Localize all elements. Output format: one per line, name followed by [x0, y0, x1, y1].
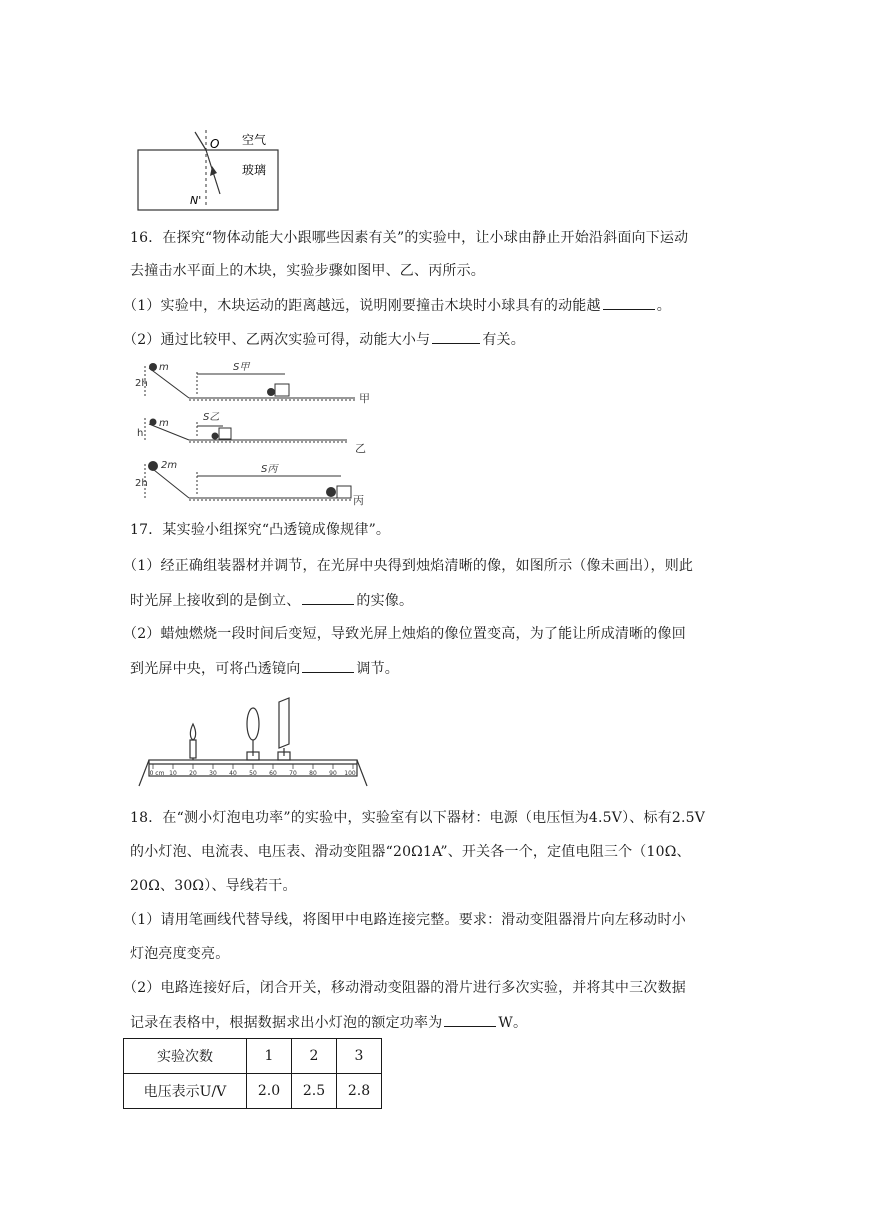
q17-part2-line2 — [130, 658, 399, 679]
q16-part1-end: 。 — [656, 298, 671, 314]
tick-0: 0 cm — [149, 770, 165, 777]
q16-stem-line2: 去撞击水平面上的木块，实验步骤如图甲、乙、丙所示。 — [130, 263, 485, 279]
table-cell: 2.5 — [292, 1074, 337, 1109]
row1-distance: S甲 — [233, 362, 250, 373]
q17-part1-end: 的实像。 — [356, 593, 414, 609]
tick-10: 10 — [169, 770, 177, 777]
tick-40: 40 — [229, 770, 237, 777]
q17-part1-blank[interactable] — [302, 590, 354, 605]
optical-bench-figure — [133, 690, 373, 790]
q17-part1-line1: （1）经正确组装器材并调节，在光屏中央得到烛焰清晰的像，如图所示（像未画出），则此 — [123, 558, 694, 574]
row2-tag: 乙 — [355, 442, 366, 455]
q16-part1-text: （1）实验中，木块运动的距离越远，说明刚要撞击木块时小球具有的动能越 — [123, 298, 601, 314]
q16-part1-blank[interactable] — [603, 295, 655, 310]
q18-part2-blank[interactable] — [444, 1012, 496, 1027]
row1-tag: 甲 — [359, 392, 370, 405]
row3-distance: S丙 — [261, 464, 278, 475]
row3-height: 2h — [135, 478, 148, 489]
label-n: N' — [190, 194, 202, 207]
q17-part2-end: 调节。 — [356, 661, 400, 677]
tick-60: 60 — [269, 770, 277, 777]
q16-stem-line1: 16．在探究“物体动能大小跟哪些因素有关”的实验中，让小球由静止开始沿斜面向下运动 — [130, 230, 689, 246]
tick-30: 30 — [209, 770, 217, 777]
q18-line3: 20Ω、30Ω）、导线若干。 — [130, 878, 297, 894]
q17-stem: 17．某实验小组探究“凸透镜成像规律”。 — [130, 522, 391, 538]
q18-line2: 的小灯泡、电流表、电压表、滑动变阻器“20Ω1A”、开关各一个，定值电阻三个（10Ω、 — [130, 844, 691, 860]
tick-90: 90 — [329, 770, 337, 777]
q17-part2-line1: （2）蜡烛燃烧一段时间后变短，导致光屏上烛焰的像位置变高，为了能让所成清晰的像回 — [123, 626, 686, 642]
label-air: 空气 — [242, 133, 267, 147]
table-header-cell: 2 — [292, 1039, 337, 1074]
q17-part2-text: 到光屏中央，可将凸透镜向 — [130, 661, 301, 677]
table-header-cell: 3 — [337, 1039, 382, 1074]
tick-50: 50 — [249, 770, 257, 777]
data-table — [123, 1038, 382, 1109]
q18-part2-end: W。 — [498, 1015, 528, 1031]
q18-part2-text: 记录在表格中，根据数据求出小灯泡的额定功率为 — [130, 1015, 443, 1031]
q17-part1-line2 — [130, 590, 413, 611]
q18-line1: 18．在“测小灯泡电功率”的实验中，实验室有以下器材：电源（电压恒为4.5V）、标有2.5V — [130, 810, 706, 826]
q16-part2-blank[interactable] — [432, 329, 480, 344]
table-header-row — [124, 1039, 382, 1074]
q17-part1-text: 时光屏上接收到的是倒立、 — [130, 593, 301, 609]
q17-part2-blank[interactable] — [302, 658, 354, 673]
tick-70: 70 — [289, 770, 297, 777]
tick-20: 20 — [189, 770, 197, 777]
refraction-figure — [130, 128, 290, 213]
row2-mass: m — [159, 418, 169, 429]
row2-height: h — [137, 428, 144, 439]
row3-mass: 2m — [161, 460, 178, 471]
q16-part1 — [123, 295, 671, 316]
q16-part2-end: 有关。 — [482, 332, 525, 348]
tick-80: 80 — [309, 770, 317, 777]
q18-part1-line1: （1）请用笔画线代替导线，将图甲中电路连接完整。要求：滑动变阻器滑片向左移动时小 — [123, 912, 686, 928]
q16-part2-text: （2）通过比较甲、乙两次实验可得，动能大小与 — [123, 332, 431, 348]
kinetic-energy-figure — [135, 358, 375, 508]
row2-distance: S乙 — [203, 412, 220, 423]
q18-part1-line2: 灯泡亮度变亮。 — [130, 946, 230, 962]
q18-part2-line2 — [130, 1012, 527, 1033]
table-row — [124, 1074, 382, 1109]
table-cell: 电压表示U/V — [124, 1074, 247, 1109]
q18-part2-line1: （2）电路连接好后，闭合开关，移动滑动变阻器的滑片进行多次实验，并将其中三次数据 — [123, 980, 686, 996]
label-glass: 玻璃 — [242, 163, 267, 177]
table-header-cell: 1 — [247, 1039, 292, 1074]
row3-tag: 丙 — [353, 494, 364, 507]
tick-100: 100 — [344, 770, 356, 777]
row1-mass: m — [159, 362, 169, 373]
table-cell: 2.0 — [247, 1074, 292, 1109]
table-header-cell: 实验次数 — [124, 1039, 247, 1074]
row1-height: 2h — [135, 378, 148, 389]
label-o: O — [210, 137, 220, 151]
table-cell: 2.8 — [337, 1074, 382, 1109]
q16-part2 — [123, 329, 525, 350]
